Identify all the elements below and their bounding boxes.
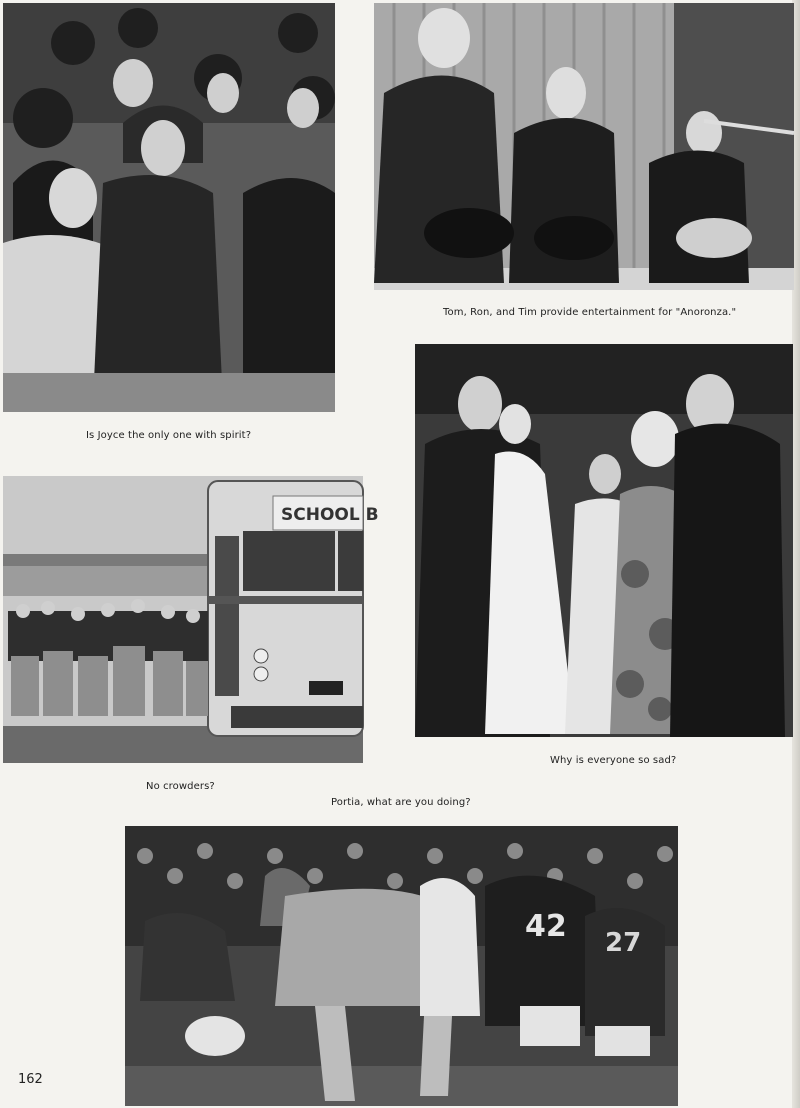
bus-destination-sign: SCHOOL B xyxy=(281,505,379,525)
photo-band-stage xyxy=(374,3,794,290)
caption-crowd: Is Joyce the only one with spirit? xyxy=(86,430,252,441)
photo-crowd-bleachers xyxy=(3,3,335,412)
photo-rally-horse xyxy=(125,826,678,1106)
caption-band: Tom, Ron, and Tim provide entertainment for "Anoronza." xyxy=(443,307,737,318)
photo-school-bus xyxy=(3,476,379,763)
caption-dance: Why is everyone so sad? xyxy=(550,755,677,766)
caption-rally: Portia, what are you doing? xyxy=(331,797,471,808)
page-number: 162 xyxy=(18,1072,43,1087)
caption-bus: No crowders? xyxy=(146,781,215,792)
photo-dance xyxy=(415,344,793,737)
jersey-number-27: 27 xyxy=(605,928,642,958)
jersey-number-42: 42 xyxy=(525,909,567,944)
